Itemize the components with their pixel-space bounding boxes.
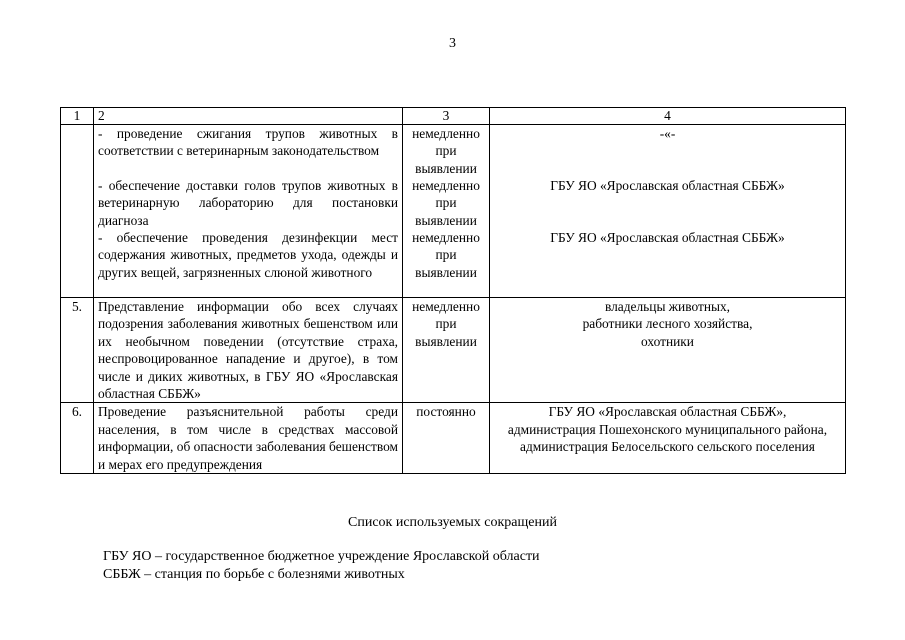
row-responsible-cell (490, 125, 846, 298)
responsible-line: администрация Пошехонского муниципального района, (507, 421, 828, 437)
row-term-cell (403, 125, 490, 298)
measures-table (60, 107, 846, 474)
abbreviations-title: Список используемых сокращений (348, 515, 557, 530)
term-text: постоянно (403, 403, 490, 474)
header-col-3: 3 (403, 108, 490, 125)
abbreviation-item: СББЖ – станция по борьбе с болезнями животных (103, 567, 405, 582)
header-col-4: 4 (490, 108, 846, 125)
term-text: немедленно при выявлении (412, 126, 480, 176)
header-col-1: 1 (61, 108, 94, 125)
table-row-continued (61, 125, 846, 298)
table-row-5 (61, 298, 846, 403)
responsible-text: ГБУ ЯО «Ярославская областная СББЖ» (550, 230, 785, 245)
term-text: немедленно при выявлении (403, 298, 490, 403)
responsible-line: администрация Белосельского сельского поселения (520, 439, 815, 455)
responsible-line: ГБУ ЯО «Ярославская областная СББЖ», (548, 404, 787, 420)
measure-text: Представление информации обо всех случаях подозрения заболевания животных бешенством или их необычном поведении (отсутствие страха, неспровоцированное нападение и другое), в том числе и диких животных, в ГБУ ЯО «Ярославская областная СББЖ» (94, 298, 403, 403)
responsible-text: -«- (659, 126, 676, 141)
term-text: немедленно при выявлении (412, 230, 480, 280)
page-number: 3 (449, 36, 456, 51)
measure-text: - обеспечение доставки голов трупов животных в ветеринарную лабораторию для постановки диагноза (98, 178, 398, 228)
responsible-text: ГБУ ЯО «Ярославская областная СББЖ» (550, 178, 785, 193)
measure-text: - обеспечение проведения дезинфекции мест содержания животных, предметов ухода, одежды и других вещей, загрязненных слюной животного (98, 230, 398, 280)
row-responsible-cell (490, 298, 846, 403)
term-text: немедленно при выявлении (412, 178, 480, 228)
responsible-line: охотники (641, 333, 694, 349)
responsible-line: работники лесного хозяйства, (582, 316, 753, 332)
row-measures-cell (94, 125, 403, 298)
responsible-line: владельцы животных, (604, 299, 731, 314)
table-row-6 (61, 403, 846, 474)
table-header-row (61, 108, 846, 125)
row-number-empty (61, 125, 94, 298)
row-number: 6. (61, 403, 94, 474)
header-col-2: 2 (94, 108, 403, 125)
measure-text: - проведение сжигания трупов животных в соответствии с ветеринарным законодательством (98, 126, 398, 159)
abbreviation-item: ГБУ ЯО – государственное бюджетное учреждение Ярославской области (103, 549, 540, 564)
row-responsible-cell (490, 403, 846, 474)
row-number: 5. (61, 298, 94, 403)
measure-text: Проведение разъяснительной работы среди населения, в том числе в средствах массовой информации, об опасности заболевания бешенством и мерах его предупреждения (94, 403, 403, 474)
